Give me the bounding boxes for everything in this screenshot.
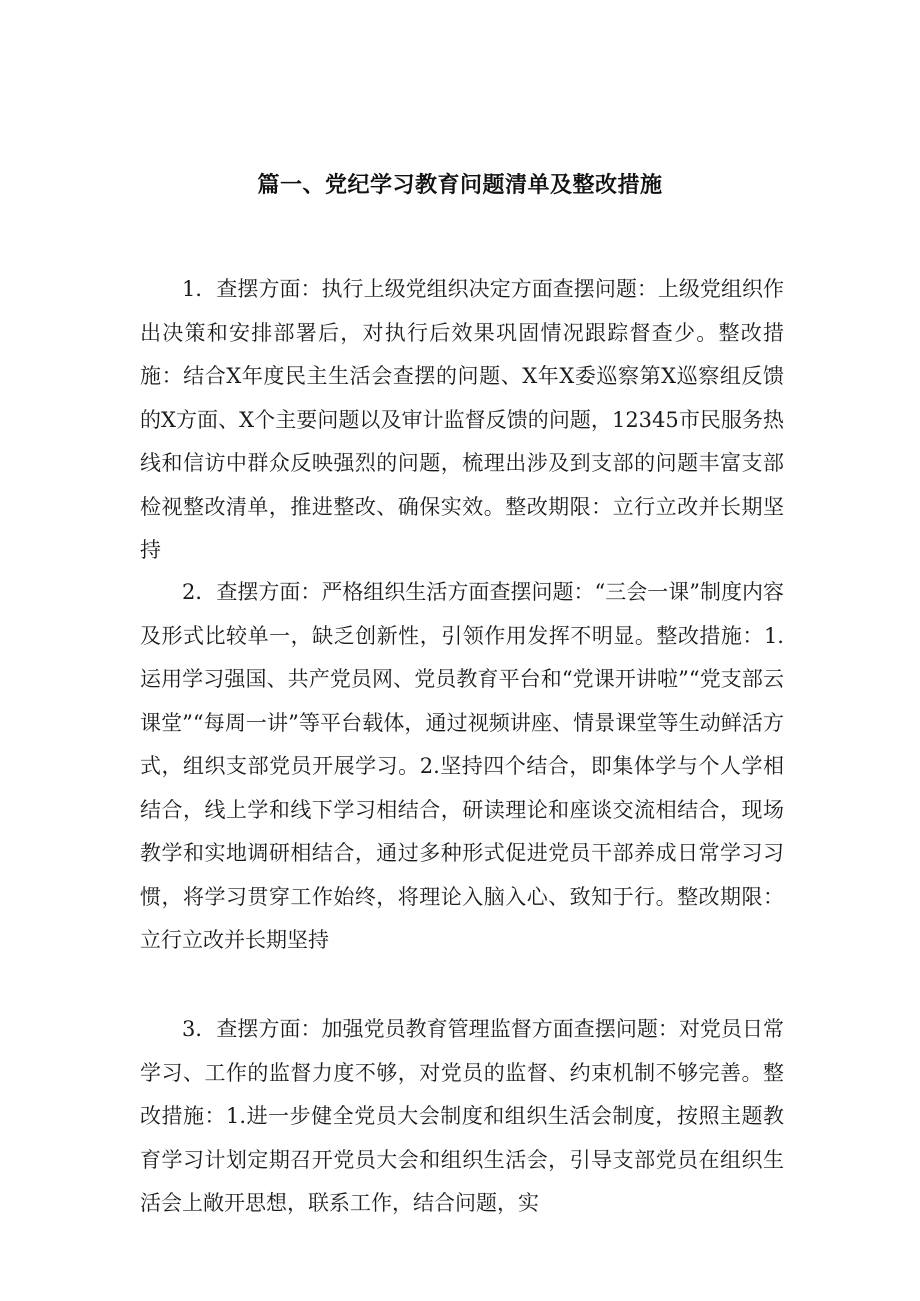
paragraph-text: 3．查摆方面：加强党员教育管理监督方面查摆问题：对党员日常学习、工作的监督力度不够，对党员的监督、约束机制不够完善。整改措施：1.进一步健全党员大会制度和组织生活会制度，按照主题教育学习计划定期召开党员大会和组织生活会，引导支部党员在组织生活会上敞开思想，联系工作，结合问题，实: [140, 1017, 784, 1215]
paragraph-text: 2．查摆方面：严格组织生活方面查摆问题：“三会一课”制度内容及形式比较单一，缺乏创新性，引领作用发挥不明显。整改措施：1.运用学习强国、共产党员网、党员教育平台和“党课开讲啦”“党支部云课堂”“每周一讲”等平台载体，通过视频讲座、情景课堂等生动鲜活方式，组织支部党员开展学习。2.坚持四个结合，即集体学与个人学相结合，线上学和线下学习相结合，研读理论和座谈交流相结合，现场教学和实地调研相结合，通过多种形式促进党员干部养成日常学习习惯，将学习贯穿工作始终，将理论入脑入心、致知于行。整改期限：立行立改并长期坚持: [140, 580, 784, 952]
paragraph-2: [140, 571, 784, 963]
paragraph-3: [140, 1008, 784, 1226]
document-title: 篇一、党纪学习教育问题清单及整改措施: [257, 173, 663, 198]
paragraph-1: [140, 268, 784, 573]
paragraph-text: 1．查摆方面：执行上级党组织决定方面查摆问题：上级党组织作出决策和安排部署后，对执行后效果巩固情况跟踪督查少。整改措施：结合X年度民主生活会查摆的问题、X年X委巡察第X巡察组反馈的X方面、X个主要问题以及审计监督反馈的问题，12345市民服务热线和信访中群众反映强烈的问题，梳理出涉及到支部的问题丰富支部检视整改清单，推进整改、确保实效。整改期限：立行立改并长期坚持: [140, 277, 784, 562]
